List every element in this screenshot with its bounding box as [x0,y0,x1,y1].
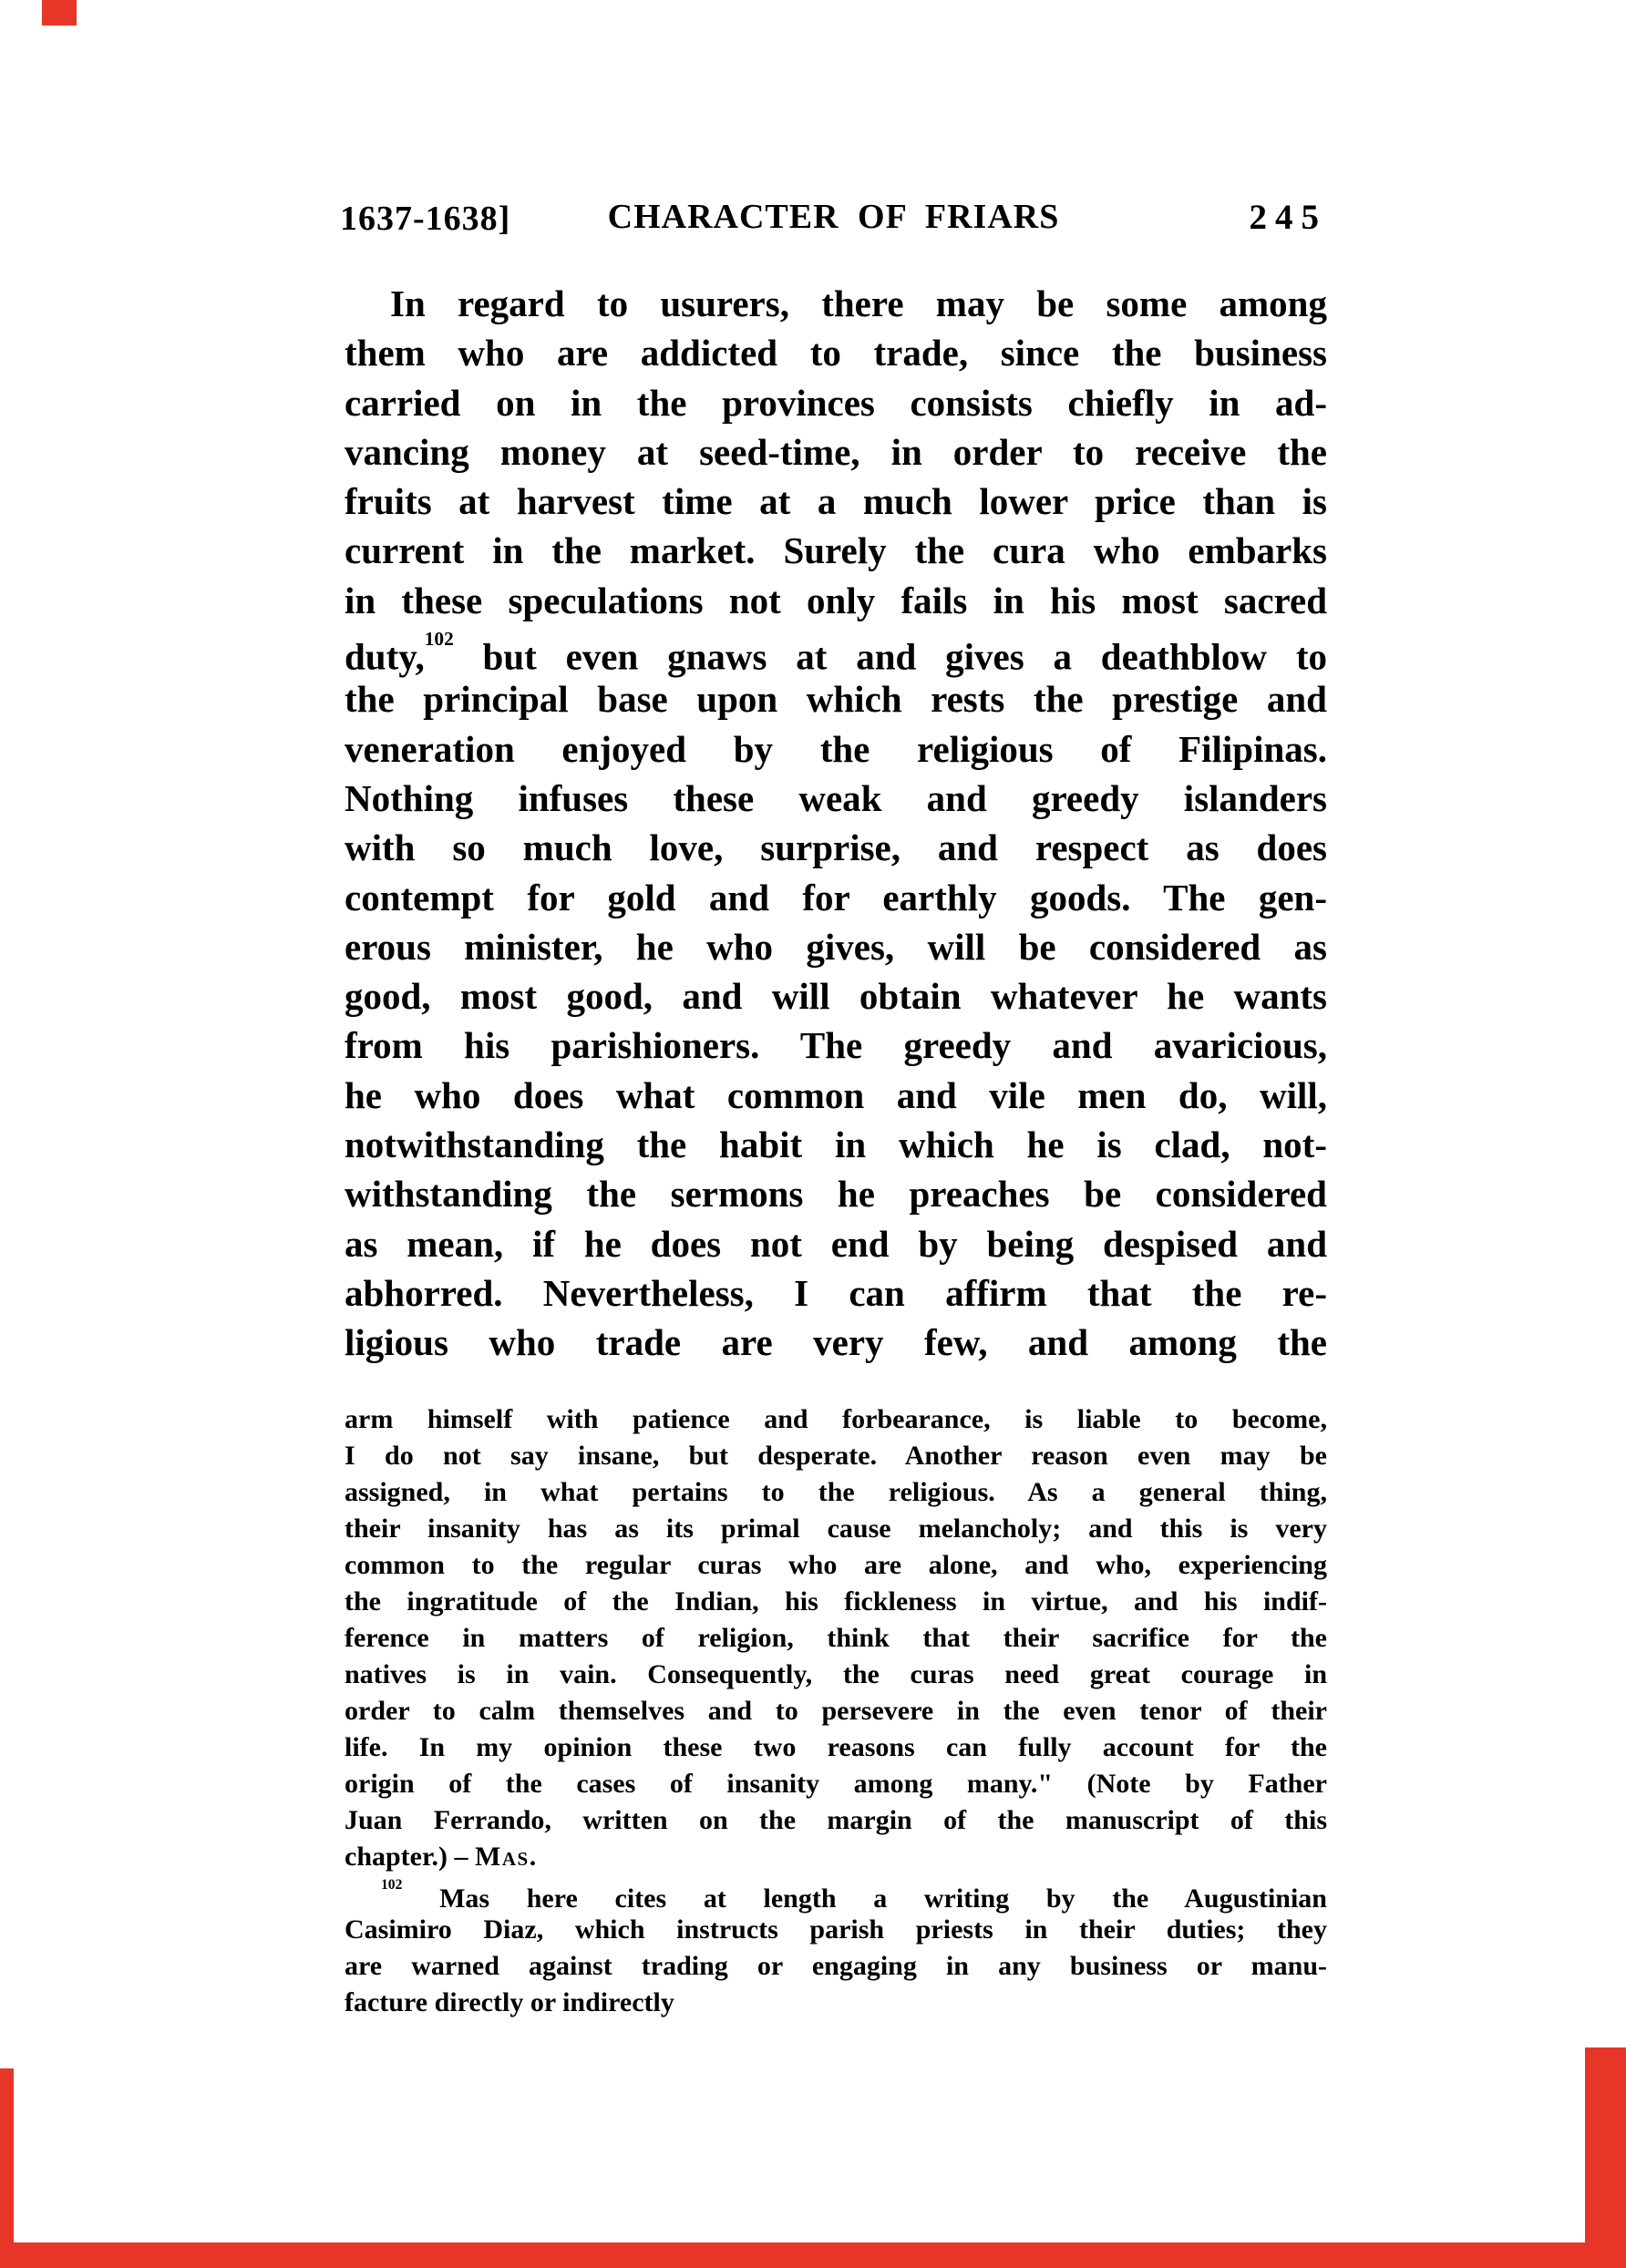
footnote-line: common to the regular curas who are alone, and who, experiencing [345,1550,1327,1580]
footnote-line-text: chapter.) – [345,1842,476,1872]
body-paragraph [345,279,1327,1368]
body-line: them who are addicted to trade, since the business [345,332,1327,375]
body-line: abhorred. Nevertheless, I can affirm that the re- [345,1271,1327,1314]
running-head [340,197,1327,244]
body-line: veneration enjoyed by the religious of Filipinas. [345,727,1327,770]
footnote-line: the ingratitude of the Indian, his fickleness in virtue, and his indif- [345,1586,1327,1616]
scan-edge-artifact-bottom [0,2242,1626,2268]
body-line: as mean, if he does not end by being despised and [345,1222,1327,1265]
scan-edge-artifact-top [42,0,77,26]
body-line: Nothing infuses these weak and greedy islanders [345,776,1327,819]
scan-edge-artifact-left [0,2068,14,2268]
body-line-text: but even gnaws at and gives a deathblow to [453,635,1327,678]
scan-edge-artifact-bottom-right [1585,2047,1626,2268]
body-line: in these speculations not only fails in his most sacred [345,579,1327,621]
body-line: current in the market. Surely the cura who embarks [345,529,1327,572]
body-line: ligious who trade are very few, and among the [345,1321,1327,1364]
body-line: erous minister, he who gives, will be considered as [345,925,1327,968]
footnote-line: natives is in vain. Consequently, the curas need great courage in [345,1659,1327,1689]
footnote-block [345,1401,1327,2021]
author-name-mas: Mas. [475,1842,538,1872]
body-line: he who does what common and vile men do, will, [345,1073,1327,1116]
footnote-line: assigned, in what pertains to the religious. As a general thing, [345,1477,1327,1507]
body-line-text: duty, [345,635,425,678]
footnote-line: facture directly or indirectly [345,1987,674,2017]
footnote-line: Juan Ferrando, written on the margin of the manuscript of this [345,1805,1327,1835]
footnote-line: are warned against trading or engaging in any business or manu- [345,1951,1327,1981]
body-line: In regard to usurers, there may be some among [390,282,1327,324]
body-line-with-footnote-ref [345,625,1327,678]
body-line: vancing money at seed-time, in order to receive the [345,430,1327,473]
footnote-line: arm himself with patience and forbearance, is liable to become, [345,1404,1327,1434]
footnote-line: I do not say insane, but desperate. Another reason even may be [345,1441,1327,1471]
body-line: carried on in the provinces consists chiefly in ad- [345,381,1327,424]
footnote-line-mas-attribution [345,1839,1327,1875]
header-page-number: 245 [1249,198,1327,237]
header-chapter-title: CHARACTER OF FRIARS [607,198,1060,236]
body-line: contempt for gold and for earthly goods. The gen- [345,876,1327,918]
body-line: the principal base upon which rests the prestige and [345,678,1327,721]
footnote-line: life. In my opinion these two reasons can fully account for the [345,1732,1327,1762]
body-line: notwithstanding the habit in which he is clad, not- [345,1124,1327,1166]
body-line: withstanding the sermons he preaches be considered [345,1173,1327,1216]
body-line: fruits at harvest time at a much lower price than is [345,480,1327,523]
body-line: good, most good, and will obtain whatever he wants [345,975,1327,1018]
footnote-line-102-start [345,1875,1327,1912]
footnote-line-text: Mas here cites at length a writing by the Augustinian [402,1883,1327,1914]
footnote-number-102: 102 [381,1877,403,1893]
header-date-range: 1637-1638] [340,200,511,238]
footnote-line: origin of the cases of insanity among many." (Note by Father [345,1769,1327,1799]
body-line: with so much love, surprise, and respect as does [345,826,1327,869]
footnote-line: their insanity has as its primal cause melancholy; and this is very [345,1514,1327,1544]
footnote-line: ference in matters of religion, think that their sacrifice for the [345,1623,1327,1653]
footnote-line: Casimiro Diaz, which instructs parish priests in their duties; they [345,1914,1327,1945]
footnote-line: order to calm themselves and to persevere in the even tenor of their [345,1696,1327,1726]
body-line: from his parishioners. The greedy and avaricious, [345,1024,1327,1067]
footnote-reference-102: 102 [424,628,454,651]
